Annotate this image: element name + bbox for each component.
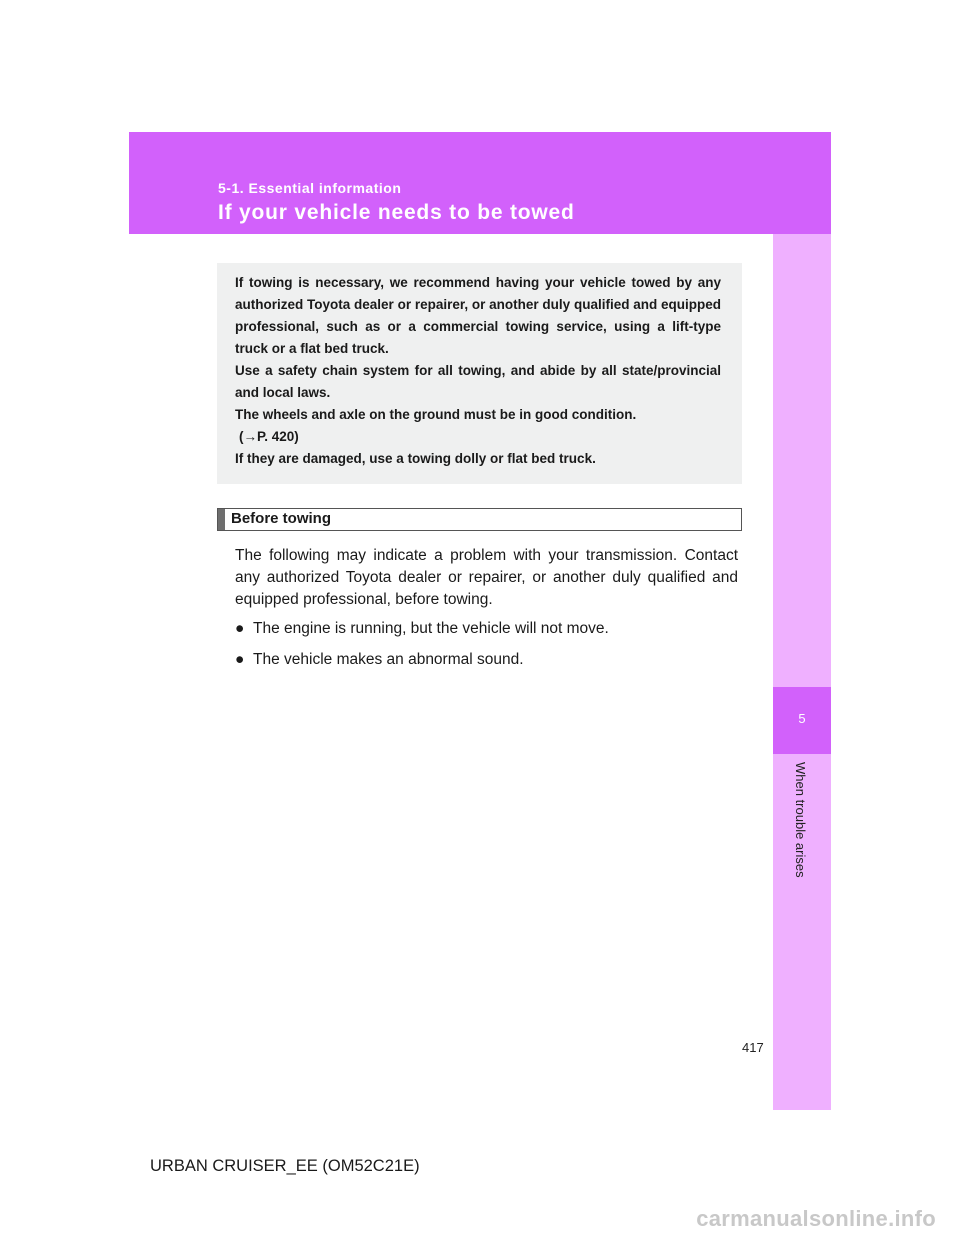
page-number: 417 <box>742 1040 764 1055</box>
subheading-accent-bar <box>218 509 225 530</box>
notice-text <box>235 272 721 470</box>
notice-paragraph: The wheels and axle on the ground must be in good condition. <box>235 407 637 422</box>
subheading-before-towing <box>217 508 742 531</box>
bullet-text: The engine is running, but the vehicle will not move. <box>253 620 609 637</box>
subheading-text: Before towing <box>231 510 331 527</box>
page-title: If your vehicle needs to be towed <box>218 201 575 224</box>
notice-paragraph: If they are damaged, use a towing dolly or flat bed truck. <box>235 451 596 466</box>
watermark: carmanualsonline.info <box>696 1206 936 1231</box>
body-paragraph: The following may indicate a problem with your transmission. Contact any authorized Toyota dealer or repairer, or another duly qualified and equipped professional, before towing. <box>235 547 738 608</box>
bullet-dot-icon: ● <box>235 620 245 637</box>
page-reference-link[interactable]: (→P. 420) <box>239 429 299 444</box>
bullet-item <box>235 651 524 669</box>
notice-paragraph: Use a safety chain system for all towing, and abide by all state/provincial and local laws. <box>235 363 721 400</box>
bullet-text: The vehicle makes an abnormal sound. <box>253 651 524 668</box>
section-label: 5-1. Essential information <box>218 180 402 196</box>
chapter-side-tab <box>773 234 831 1110</box>
bullet-item <box>235 620 609 638</box>
notice-paragraph: If towing is necessary, we recommend having your vehicle towed by any authorized Toyota dealer or repairer, or another duly qualified and equipped professional, such as or a commercial towing service, using a lift-type truck or a flat bed truck. <box>235 275 721 356</box>
chapter-number: 5 <box>798 711 806 726</box>
chapter-name: When trouble arises <box>793 762 808 878</box>
footer-model-code: URBAN CRUISER_EE (OM52C21E) <box>150 1157 420 1175</box>
bullet-dot-icon: ● <box>235 651 245 668</box>
